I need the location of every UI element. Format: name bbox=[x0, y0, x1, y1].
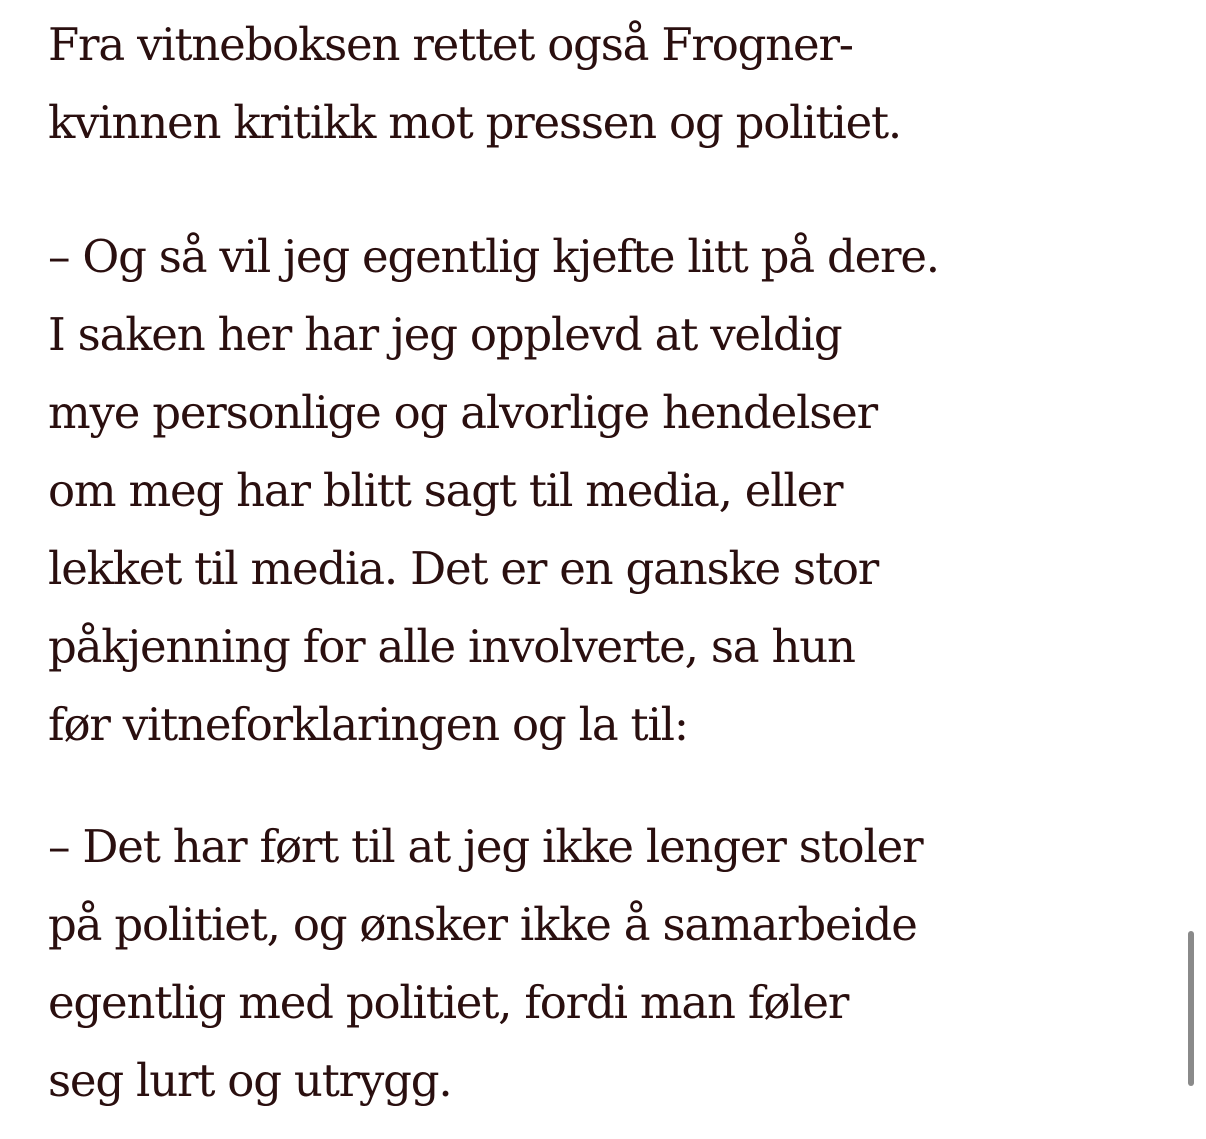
vertical-scrollbar[interactable] bbox=[1188, 931, 1194, 1086]
text-line: påkjenning for alle involverte, sa hun bbox=[48, 620, 855, 673]
text-line: på politiet, og ønsker ikke å samarbeide bbox=[48, 898, 917, 951]
text-line: Fra vitneboksen rettet også Frogner- bbox=[48, 18, 853, 71]
paragraph-intro bbox=[48, 6, 901, 162]
text-line: om meg har blitt sagt til media, eller bbox=[48, 464, 843, 517]
text-line: – Og så vil jeg egentlig kjefte litt på dere. bbox=[48, 230, 939, 283]
text-line: før vitneforklaringen og la til: bbox=[48, 698, 688, 751]
text-line: I saken her har jeg opplevd at veldig bbox=[48, 308, 842, 361]
text-line: lekket til media. Det er en ganske stor bbox=[48, 542, 879, 595]
paragraph-quote-2 bbox=[48, 808, 922, 1120]
paragraph-quote-1 bbox=[48, 218, 939, 764]
text-line: mye personlige og alvorlige hendelser bbox=[48, 386, 877, 439]
text-line: seg lurt og utrygg. bbox=[48, 1054, 452, 1107]
text-line: kvinnen kritikk mot pressen og politiet. bbox=[48, 96, 902, 149]
text-line: egentlig med politiet, fordi man føler bbox=[48, 976, 849, 1029]
text-line: – Det har ført til at jeg ikke lenger stoler bbox=[48, 820, 923, 873]
